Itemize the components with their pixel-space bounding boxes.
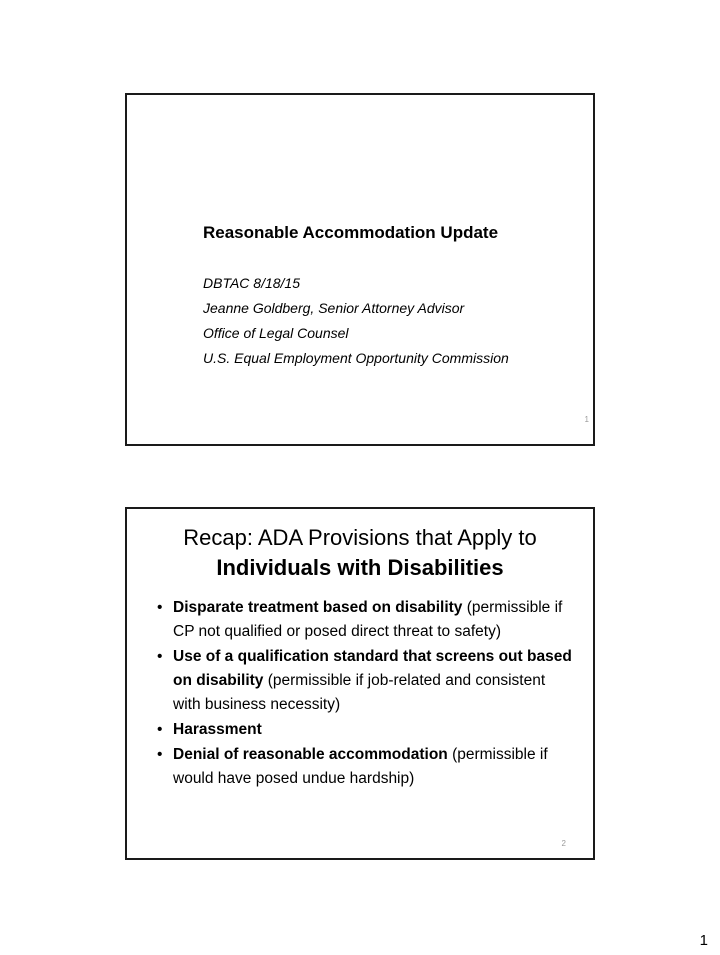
bullet-text: (permissible if would have posed undue hardship) [173,746,548,787]
slide-1-office: Office of Legal Counsel [203,325,349,341]
slide-2-title [127,523,593,583]
bullet-heading: Use of a qualification standard that screens out based on disability [173,648,572,689]
slide-1-number: 1 [584,415,589,424]
slide-1-agency: U.S. Equal Employment Opportunity Commission [203,350,509,366]
bullet-item [157,645,577,717]
slide-1-title: Reasonable Accommodation Update [203,223,499,242]
slide-2-title-line-2: Individuals with Disabilities [216,555,504,580]
slide-2-title-line-1: Recap: ADA Provisions that Apply to [183,525,537,550]
bullet-item [157,596,577,644]
bullet-dot-icon: • [157,721,163,738]
slide-2-bullet-list [157,596,577,792]
slide-2 [125,507,595,860]
bullet-text: (permissible if job-related and consistent with business necessity) [173,672,546,713]
slide-1 [125,93,595,446]
bullet-dot-icon: • [157,746,163,763]
bullet-heading: Harassment [173,721,262,738]
bullet-dot-icon: • [157,648,163,665]
slide-1-date: DBTAC 8/18/15 [203,275,301,291]
page-number: 1 [699,932,708,949]
bullet-dot-icon: • [157,599,163,616]
bullet-heading: Denial of reasonable accommodation [173,746,448,763]
slide-1-details [203,271,509,371]
bullet-item [157,718,577,742]
bullet-item [157,743,577,791]
slide-1-presenter: Jeanne Goldberg, Senior Attorney Advisor [203,300,465,316]
bullet-text: (permissible if CP not qualified or posed direct threat to safety) [173,599,563,640]
bullet-heading: Disparate treatment based on disability [173,599,463,616]
slide-2-number: 2 [561,839,566,848]
